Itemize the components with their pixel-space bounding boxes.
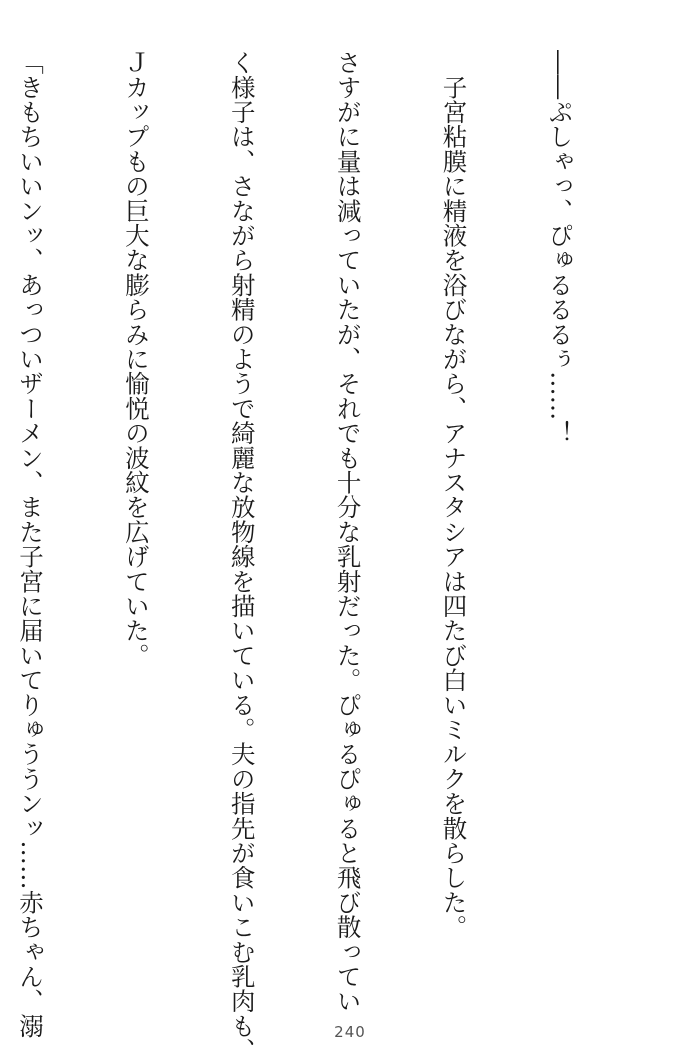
page-number: 240 bbox=[334, 1023, 366, 1041]
text-line: さすがに量は減っていたが、それでも十分な乳射だった。ぴゅるぴゅると飛び散ってい bbox=[333, 50, 363, 1014]
text-line: く様子は、さながら射精のようで綺麗な放物線を描いている。夫の指先が食いこむ乳肉も、 bbox=[227, 50, 257, 1063]
text-line: 子宮粘膜に精液を浴びながら、アナスタシアは四たび白いミルクを散らした。 bbox=[439, 50, 469, 940]
text-line: 「きもちいいンッ、あっついザーメン、また子宮に届いてりゅううンッ……赤ちゃん、溺 bbox=[15, 50, 45, 1038]
text-line: ――ぷしゃっ、ぴゅるるるぅ……！ bbox=[545, 50, 575, 446]
text-line: Ｊカップもの巨大な膨らみに愉悦の波紋を広げていた。 bbox=[121, 50, 151, 668]
